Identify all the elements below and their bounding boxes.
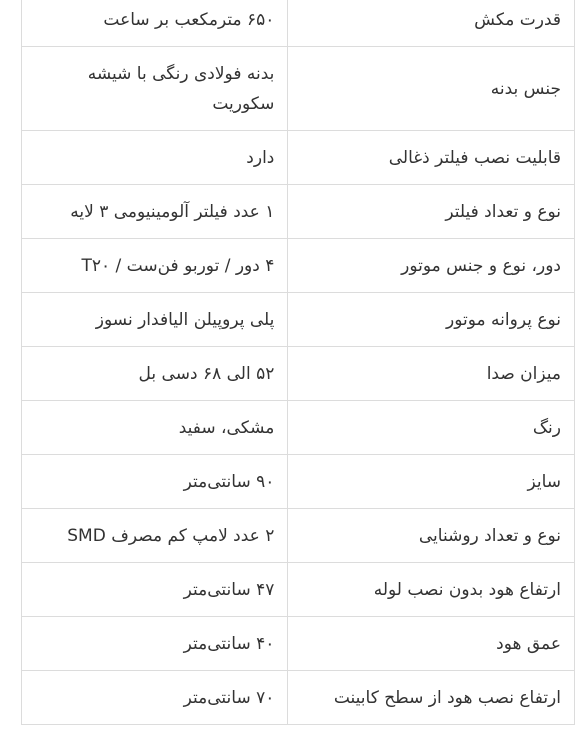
- spec-label: عمق هود: [288, 617, 575, 671]
- table-row: [22, 293, 575, 347]
- table-row: [22, 239, 575, 293]
- specifications-table: [21, 0, 575, 725]
- spec-label: نوع و تعداد روشنایی: [288, 509, 575, 563]
- spec-label: قابلیت نصب فیلتر ذغالی: [288, 131, 575, 185]
- spec-value: بدنه فولادی رنگی با شیشه سکوریت: [22, 47, 288, 131]
- spec-value: ۹۰ سانتی‌متر: [22, 455, 288, 509]
- spec-label: سایز: [288, 455, 575, 509]
- spec-label: جنس بدنه: [288, 47, 575, 131]
- spec-value: ۷۰ سانتی‌متر: [22, 671, 288, 725]
- table-row: [22, 185, 575, 239]
- spec-label: نوع پروانه موتور: [288, 293, 575, 347]
- spec-label: ارتفاع هود بدون نصب لوله: [288, 563, 575, 617]
- table-row: [22, 563, 575, 617]
- table-row: [22, 47, 575, 131]
- spec-label: رنگ: [288, 401, 575, 455]
- spec-value: ۴۰ سانتی‌متر: [22, 617, 288, 671]
- spec-label: ارتفاع نصب هود از سطح کابینت: [288, 671, 575, 725]
- table-row: [22, 617, 575, 671]
- spec-label: میزان صدا: [288, 347, 575, 401]
- table-row: [22, 671, 575, 725]
- table-row: [22, 509, 575, 563]
- spec-label: قدرت مکش: [288, 0, 575, 47]
- spec-label: دور، نوع و جنس موتور: [288, 239, 575, 293]
- spec-value: پلی پروپیلن الیافدار نسوز: [22, 293, 288, 347]
- spec-value: ۴۷ سانتی‌متر: [22, 563, 288, 617]
- table-row: [22, 455, 575, 509]
- spec-value: ۱ عدد فیلتر آلومینیومی ۳ لایه: [22, 185, 288, 239]
- table-row: [22, 347, 575, 401]
- spec-value: ۴ دور / توربو فن‌ست / T۲۰: [22, 239, 288, 293]
- table-row: [22, 131, 575, 185]
- spec-value: دارد: [22, 131, 288, 185]
- spec-value: ۵۲ الی ۶۸ دسی بل: [22, 347, 288, 401]
- table-row: [22, 401, 575, 455]
- table-row: [22, 0, 575, 47]
- spec-value: ۲ عدد لامپ کم مصرف SMD: [22, 509, 288, 563]
- spec-label: نوع و تعداد فیلتر: [288, 185, 575, 239]
- spec-value: ۶۵۰ مترمکعب بر ساعت: [22, 0, 288, 47]
- spec-value: مشکی، سفید: [22, 401, 288, 455]
